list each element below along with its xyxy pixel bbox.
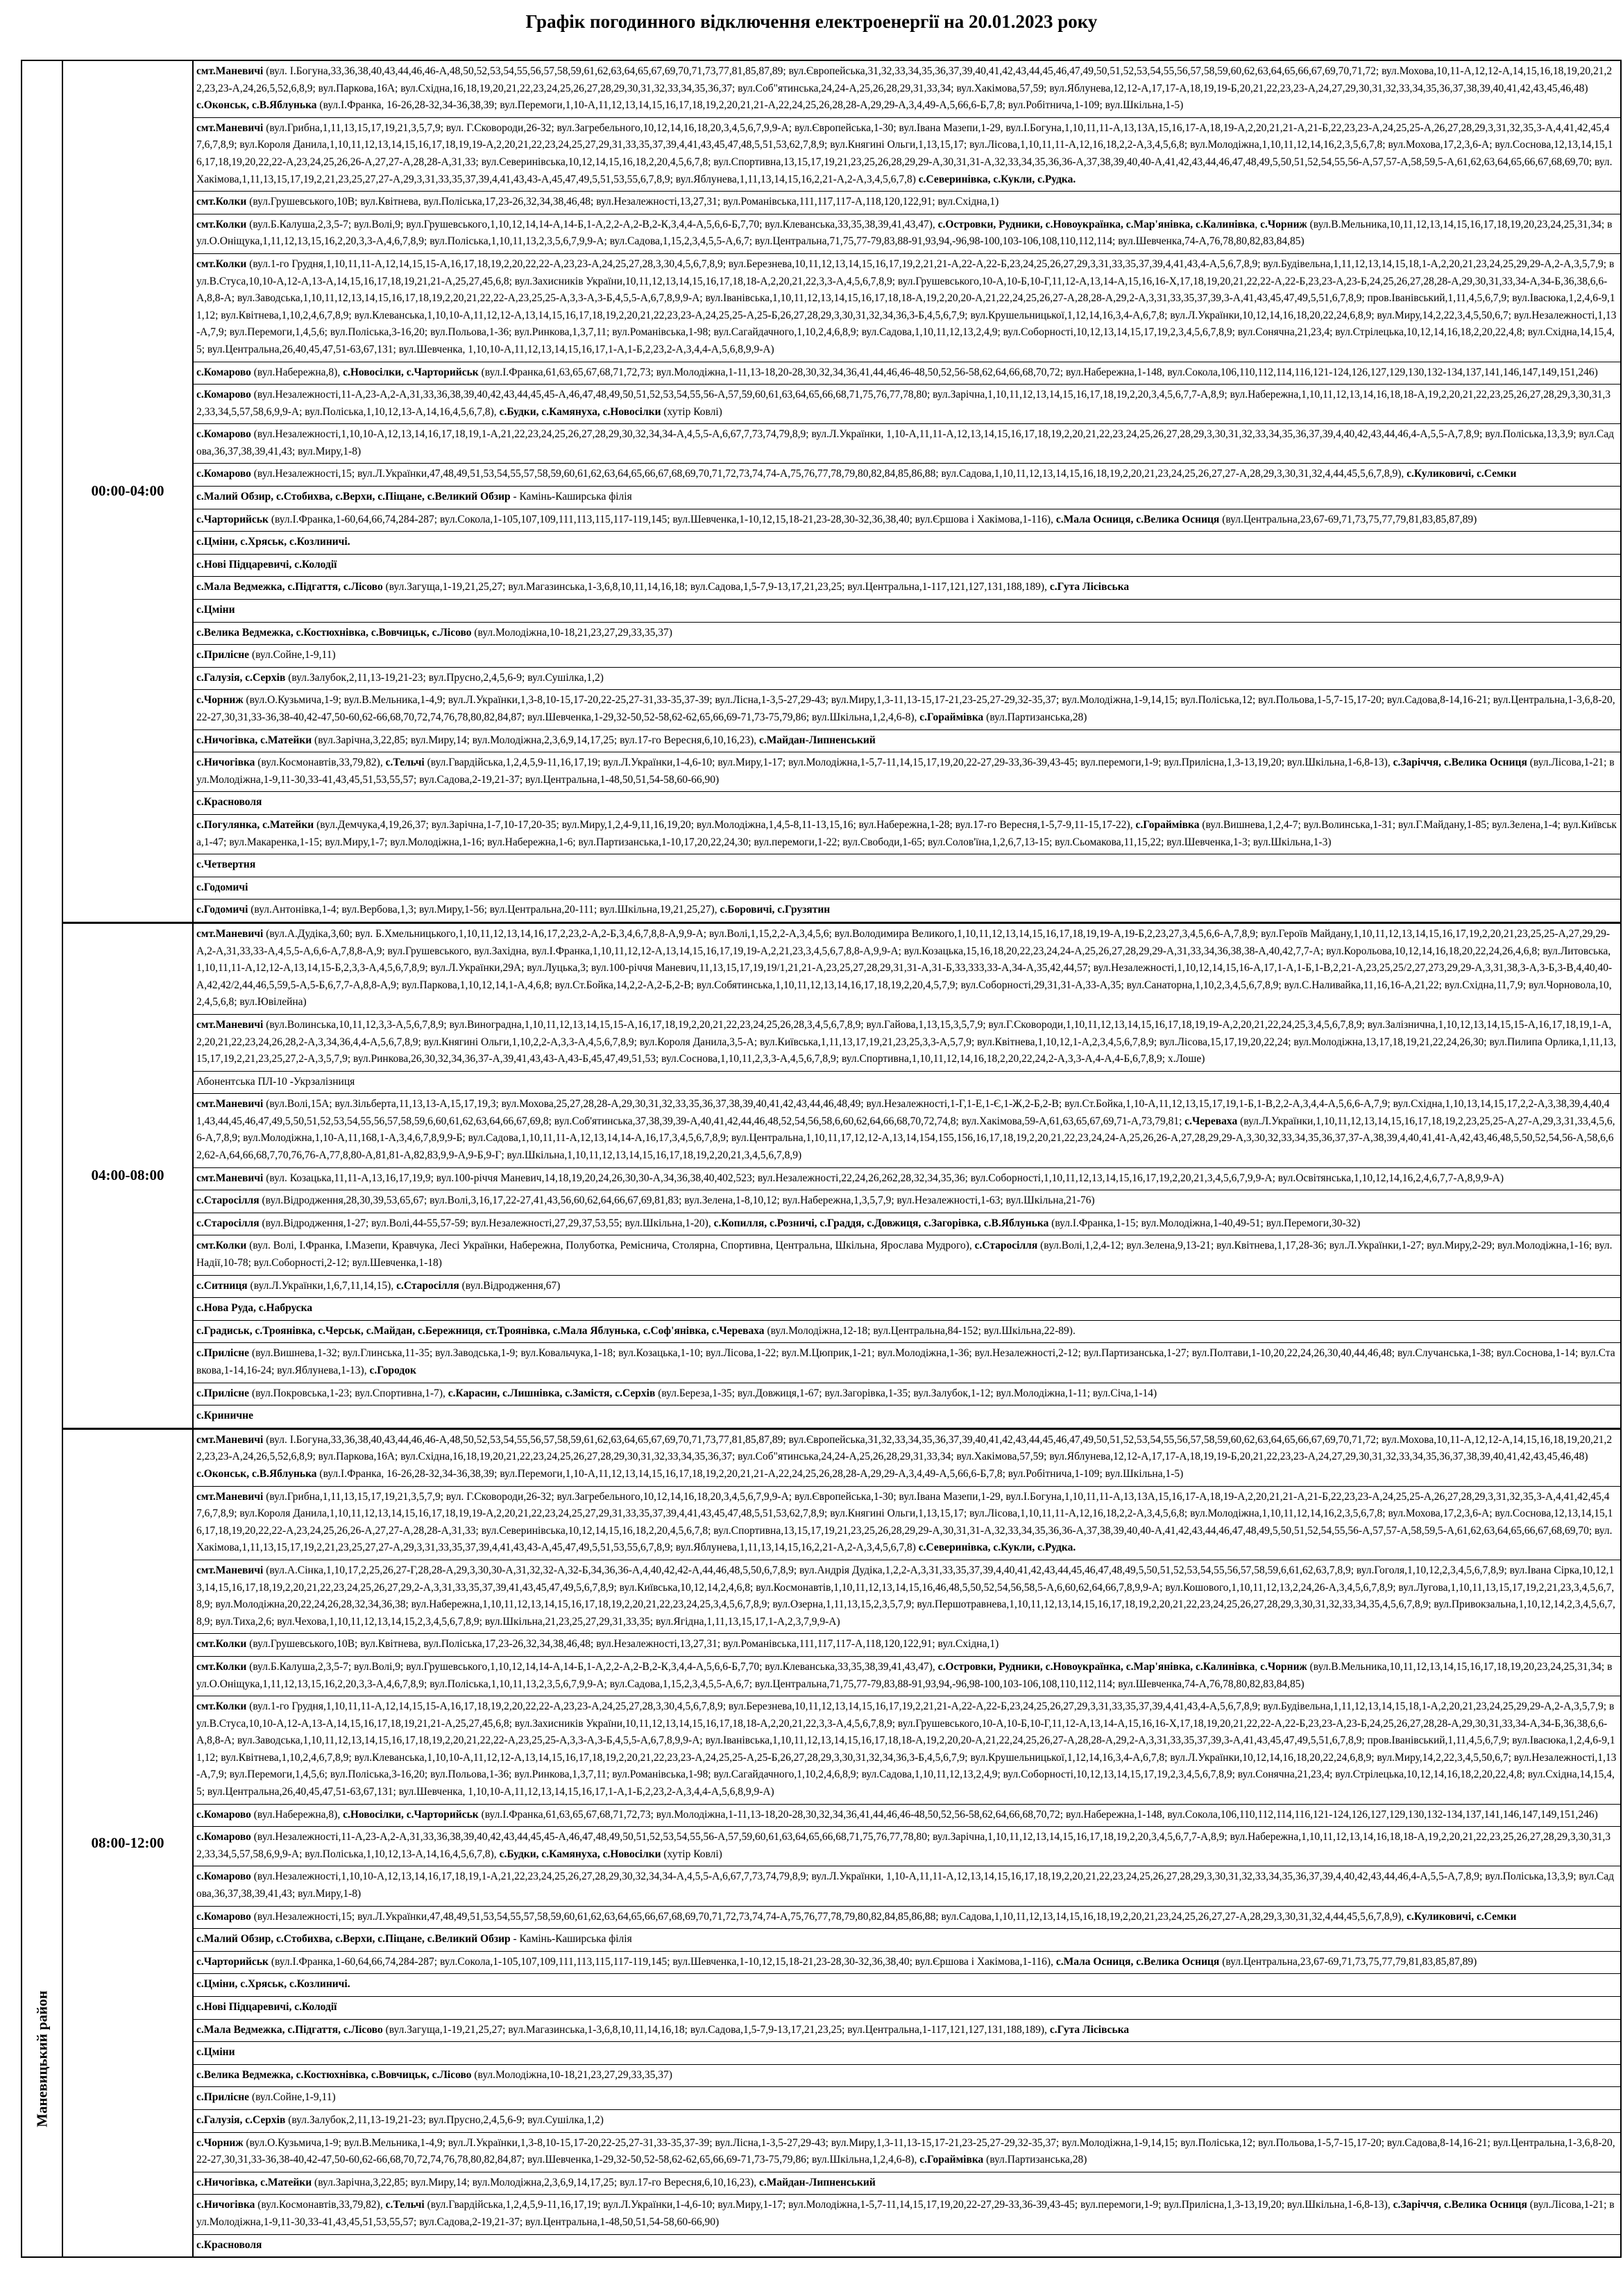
- settlement-name: с.Прилісне: [196, 1347, 252, 1360]
- settlement-name: смт.Маневичі: [196, 1490, 266, 1503]
- settlement-name: смт.Маневичі: [196, 121, 266, 134]
- settlement-name: с.Майдан-Липненський: [759, 2176, 876, 2188]
- schedule-row: смт.Маневичі (вул.Волі,15А; вул.Зільберта,11,13,13-А,15,17,19,3; вул.Мохова,25,27,28,28-А,29,30,31,32,33,35,36,37,38,39,40,41,42,43,44,46,48,49; вул.Незалежності,1-Г,1-Е,1-Є,1-Ж,2-Б,2-В; вул.Ст.Бойка,1,10-А,11,12,13,15,17,19,1-Б,1-В,2,2-А,3,4,4-А,5,6,6-А,7,9; вул.Східна,1,10,13,14,15,17,2,2-А,3,38,39,4,40,41,43,44,45,46,47,49,5,50,51,52,53,54,55,56,57,58,59,6,60,61,62,63,64,66,67,69,8; вул.Соб'ятинська,37,38,39,39-А,40,41,42,44,46,48,52,54,56,58,6,60,62,64,66,68,70,72,74,8; вул.Хакімова,59-А,61,63,65,67,69,71-А,73,79,81; с.Черевaха (вул.Л.Українки,1,10,11,12,13,14,15,16,17,18,19,2,23,25,25-А,27-А,29,3,31,33,4,5,6,6-А,7,8,9; вул.Молодіжна,1,10-А,11,168,1-А,3,4,6,7,8,9,9-Б; вул.Садова,1,10,11,11-А,12,13,14,14-А,16,17,3,4,5,6,7,8,9; вул.Центральна,1,10,11,17,12,12-А,13,14,154,155,156,16,17,18,19,2,20,21,22,23,24,24-А,25,26,26-А,27,28,29,29-А,3,30,32,33,34,35,36,37,37-А,38,39,4,40,41,41-А,42,43,46,48,5,50,52,54,56-А,58,6,62,62-А,64,66,68,7,70,76,76-А,77,8,80-А,81,81-А,82,83,9,9-А,9-Б,9-Г; вул.Шкільна,1,10,11,12,13,14,15,16,17,18,19,2,20,21,3,4,5,6,7,8,9): [194, 1094, 1620, 1167]
- schedule-row: Абонентська ПЛ-10 -Укрзалізниця: [194, 1072, 1620, 1095]
- schedule-row: с.Чорниж (вул.О.Кузьмича,1-9; вул.В.Мельника,1-4,9; вул.Л.Українки,1,3-8,10-15,17-20,22-25,27-31,33-35,37-39; вул.Лісна,1-3,5-27,29-43; вул.Миру,1,3-11,13-15,17-21,23-25,27-29,32-35,37; вул.Молодіжна,1-9,14,15; вул.Поліська,12; вул.Польова,1-5,7-15,17-20; вул.Садова,8-14,16-21; вул.Центральна,1-3,6,8-20,22-27,30,31,33-36,38-40,42-47,50-60,62-66,68,70,72,74,76,78,80,82,84,87; вул.Шевченка,1-29,32-50,52-58,62-62,65,66,69-71,73-75,79,86; вул.Шкільна,1,2,4,6-8), с.Гораймівка (вул.Партизанська,28): [194, 690, 1620, 729]
- settlement-name: с.Четвертня: [196, 859, 256, 871]
- settlement-name: с.Чарторийськ: [196, 513, 271, 525]
- settlement-name: с.Куликовичі, с.Семки: [1407, 468, 1517, 480]
- schedule-row: с.Комарово (вул.Набережна,8), с.Новосілки, с.Чарторийськ (вул.І.Франка,61,63,65,67,68,71,72,73; вул.Молодіжна,1-11,13-18,20-28,30,32,34,36,41,44,46,46-48,50,52,56-58,62,64,66,68,70,72; вул.Набережна,1-148, вул.Сокола,106,110,112,114,116,121-124,126,127,129,130,132-134,137,141,146,147,149,151,246): [194, 362, 1620, 385]
- schedule-row: [194, 1298, 1620, 1321]
- settlement-name: с.Прилісне: [196, 1387, 252, 1399]
- schedule-row: смт.Колки (вул.1-го Грудня,1,10,11,11-А,12,14,15,15-А,16,17,18,19,2,20,22,22-А,23,23-А,24,25,27,28,3,30,4,5,6,7,8,9; вул.Березнева,10,11,12,13,14,15,16,17,19,2,21,21-А,22-А,22-Б,23,24,25,26,27,29,3,31,33,35,37,39,4,41,43,4-А,5,6,7,8,9; вул.Будівельна,1,11,12,13,14,15,18,1-А,2,20,21,23,24,25,29,29-А,2-А,3,5,7,9; вул.В.Стуса,10,10-А,12-А,13-А,14,15,16,17,18,19,21,21-А,25,27,45,6,8; вул.Захисників України,10,11,12,13,14,15,16,17,18,18-А,2,20,21,22,3,3-А,4,5,6,7,8,9; вул.Грушевського,10-А,10-Б,10-Г,11,12-А,13,14-А,15,16,16-Х,17,18,19,20,21,22,22-А,22-Б,23,23-А,23-Б,24,25,26,27,28,28-А,29,30,31,33,34-А,34-Б,36,38,6,6-А,8,8-А; вул.Заводська,1,10,11,12,13,14,15,16,17,18,19,2,20,21,22,22-А,23,25,25-А,3,3-А,3-Б,4,5,5-А,6,7,8,9,9-А; вул.Іванівська,1,10,11,12,13,14,15,16,17,18,18-А,19,2,20,20-А,21,22,24,25,26,27-А,28,28-А,29,2-А,3,31,33,35,37,39,3-А,41,43,45,47,49,5,51,6,7,8,9; пров.Іванівський,1,11,4,5,6,7,9; вул.Івасюка,1,2,4,6-9,11,12; вул.Квітнева,1,10,2,4,6,7,8,9; вул.Клеванська,1,10,10-А,11,12,12-А,13,14,15,16,17,18,19,2,20,21,22,23,23-А,24,25,25-А,25-Б,26,27,28,29,3,30,31,32,34,36,3-Б,4,5,6,7,9; вул.Крушельницької,1,12,14,16,3,4-А,6,7,8; вул.Л.Українки,10,12,14,16,18,20,22,24,6,8,9; вул.Миру,14,2,22,3,4,5,50,6,7; вул.Незалежності,1,13-А,7,9; вул.Перемоги,1,4,5,6; вул.Поліська,3-16,20; вул.Польова,1-36; вул.Ринкова,1,3,7,11; вул.Романівська,1-98; вул.Сагайдачного,1,10,2,4,6,8,9; вул.Садова,1,10,11,12,13,2,4,9; вул.Соборності,10,12,13,14,15,17,19,2,3,4,5,6,7,8,9; вул.Сонячна,21,23,4; вул.Стрілецька,10,12,14,16,18,2,20,22,4,8; вул.Східна,14,15,4,5; вул.Центральна,26,40,45,47,51-63,67,131; вул.Шевченка, 1,10,10-А,11,12,13,14,15,16,17,1-А,1-Б,2,23,2-А,3,4,4-А,5,6,8,9,9-А): [194, 254, 1620, 362]
- schedule-row: с.Чарторийськ (вул.І.Франка,1-60,64,66,74,284-287; вул.Сокола,1-105,107,109,111,113,115,117-119,145; вул.Шевченка,1-10,12,15,18-21,23-28,30-32,36,38,40; вул.Єршова і Хакімова,1-116), с.Мала Осниця, с.Велика Осниця (вул.Центральна,23,67-69,71,73,75,77,79,81,83,85,87,89): [194, 509, 1620, 532]
- schedule-row: [194, 600, 1620, 623]
- settlement-name: с.Прилісне: [196, 649, 252, 661]
- settlement-name: с.Островки, Рудники, с.Новоукраїнка, с.Мар'янівка, с.Калинівка: [937, 1660, 1255, 1673]
- settlement-name: с.Нові Підцаревичі, с.Колодії: [196, 2001, 337, 2013]
- schedule-row: смт.Маневичі (вул.А.Сінка,1,10,17,2,25,26,27-Г,28,28-А,29,3,30,30-А,31,32,32-А,32-Б,34,36,36-А,4,40,42,42-А,44,46,48,5,50,6,7,8,9; вул.Андрія Дудіка,1,2,2-А,3,31,33,35,37,39,4,40,41,42,43,44,45,46,47,48,49,5,50,51,52,53,54,55,56,57,58,59,6,61,62,63,7,8,9; вул.Гоголя,1,10,12,2,3,4,5,6,7,8,9; вул.Івана Сірка,10,12,13,14,15,16,17,18,19,2,20,21,22,23,24,25,26,27,29,2-А,3,31,33,35,37,39,41,43,45,47,49,5,6,7,8,9; вул.Київська,10,12,14,2,4,6,8; вул.Космонавтів,1,10,11,12,13,14,15,16,46,48,5,50,52,54,56,58,5-А,6,60,62,64,66,7,8,9,9-А; вул.Кошового,1,10,11,12,13,2,24,26-А,3,4,5,6,7,8,9; вул.Лугова,1,10,11,13,15,17,19,2,21,23,3,4,5,6,7,8,9; вул.Молодіжна,20,22,24,26,28,32,34,36,38; вул.Набережна,1,10,11,12,13,14,15,16,17,18,19,2,20,21,22,23,24,25,3,4,5,6,7,8,9; вул.Озерна,1,11,13,15,2,3,5,7,9; вул.Першотравнева,1,10,11,12,13,14,15,16,17,18,19,2,20,21,22,23,24,25,26,27,28,29,3,30,31,32,33,34,35,4,5,6,7,8,9; вул.Привокзальна,1,10,12,14,2,3,4,5,6,7,8,9; вул.Тиха,2,6; вул.Чехова,1,10,11,12,13,14,15,2,3,4,5,6,7,8,9; вул.Шкільна,21,23,25,27,29,31,33,35; вул.Ягідна,1,11,13,15,17,1-А,2,3,7,9,9-А): [194, 1560, 1620, 1634]
- settlement-name: с.Чорниж: [196, 2136, 246, 2149]
- settlement-name: смт.Маневичі: [196, 1172, 266, 1184]
- district-label: Маневицький район: [33, 1991, 50, 2127]
- settlement-name: с.Заріччя, с.Велика Осниця: [1393, 2199, 1530, 2211]
- schedule-row: смт.Маневичі (вул.А.Дудіка,3,60; вул. Б.Хмельницького,1,10,11,12,13,14,16,17,2,23,2-А,2-Б,3,4,6,7,8,8-А,9,9-А; вул.Волі,1,15,2,2-А,3,4,5,6; вул.Володимира Великого,1,10,11,12,13,14,15,16,17,18,19,19-А,19-Б,2,23,27,3,4,5,6,6-А,7,8,9; вул.Героїв Майдану,1,10,11,12,13,14,15,16,17,19,2,20,21,23,25,25-А,27,29,29-А,2-А,31,33,33-А,4,5,5-А,6,6-А,7,8,8-А,9; вул.Грушевського, вул.Західна, вул.І.Франка,1,10,11,12,12-А,13,14,15,16,17,19,19-А,2,21,23,3,4,5,6,7,8,8-А,9,9-А; вул.Козацька,15,16,18,20,22,23,24,24-А,25,26,27,28,29,29-А,31,33,34,36,38,38-А,40,42,7,7-А; вул.Корольова,10,12,14,16,18,20,22,24,26,4,6,8; вул.Литовська,1,10,11,11-А,12,12-А,13,14,15-Б,2,3,3-А,4,5,6,7,8,9; вул.Л.Українки,29А; вул.Луцька,3; вул.100-річчя Маневич,11,13,15,17,19,19/1,21,21-А,23,25,27,28,29,31,31-А,31-Б,33,333,33-А,34-А,35,42,44,57; вул.Незалежності,1,10,12,14,15,16-А,17,1-А,1-Б,1-В,2,21-А,23,25,25/2,27,273,29,29-А,3,31,38,3-А,3-Б,3-В,4,40,40-А,42,42/2,44,46,5,59,5-А,5-Б,6,7,7-А,8,8-А,9; вул.Паркова,1,10,12,14,1-А,4,6,8; вул.Ст.Бойка,14,2,2-А,2-Б,2-В; вул.Собятинська,1,10,11,12,13,14,16,17,18,19,2,20,4,5,7,9; вул.Соборності,29,31,31-А,33-А,35; вул.Санаторна,1,10,2,3,4,5,6,7,8,9; вул.С.Наливайка,11,16,16-А,21,22; вул.Східна,11,7,9; вул.Чорновола,10,2,4,5,6,8; вул.Ювілейна): [194, 924, 1620, 1015]
- settlement-name: с.Криничне: [196, 1410, 253, 1422]
- schedule-row: смт.Колки (вул.Грушевського,10В; вул.Квітнева, вул.Поліська,17,23-26,32,34,38,46,48; вул.Незалежності,13,27,31; вул.Романівська,111,117,117-А,118,120,122,91; вул.Східна,1): [194, 192, 1620, 214]
- settlement-name: с.Красноволя: [196, 796, 262, 809]
- schedule-row: с.Прилісне (вул.Покровська,1-23; вул.Спортивна,1-7), с.Карасин, с.Лишнівка, с.Замістя, с.Серхів (вул.Береза,1-35; вул.Довжиця,1-67; вул.Загорівка,1-35; вул.Залубок,1-12; вул.Молодіжна,1-11; вул.Січа,1-14): [194, 1383, 1620, 1406]
- settlement-name: с.Ничогівка: [196, 2199, 258, 2211]
- schedule-row: смт.Маневичі (вул. Козацька,11,11-А,13,16,17,19,9; вул.100-річчя Маневич,14,18,19,20,24,26,30,30-А,34,36,38,40,402,523; вул.Незалежності,22,24,26,262,28,32,34,35,36; вул.Соборності,1,10,11,12,13,14,15,16,17,19,2,20,21,3,4,5,6,7,9,9-А; вул.Освітянська,1,10,12,14,16,2,4,6,7,7-А,8,9,9-А): [194, 1168, 1620, 1191]
- settlement-name: с.Чарторийськ: [196, 1955, 271, 1968]
- settlement-name: с.Цміни, с.Хряськ, с.Козлиничі.: [196, 536, 350, 548]
- settlement-name: с.Копилля, с.Розничі, с.Граддя, с.Довжиця, с.Загорівка, с.В.Яблунька: [713, 1217, 1052, 1229]
- schedule-row: смт.Маневичі (вул.Грибна,1,11,13,15,17,19,21,3,5,7,9; вул. Г.Сковороди,26-32; вул.Загребельного,10,12,14,16,18,20,3,4,5,6,7,9,9-А; вул.Європейська,1-30; вул.Івана Мазепи,1-29, вул.І.Богуна,1,10,11,11-А,13,13А,15,16,17-А,18,19-А,2,20,21,21-А,21-Б,22,23,23-А,24,25,25-А,26,27,28,29,3,31,32,35,3-А,4,41,42,45,47,6,7,8,9; вул.Короля Данила,1,10,11,12,13,14,15,16,17,18,19,19-А,2,20,21,22,23,24,25,27,29,31,33,35,37,39,4,41,43,45,47,48,5,51,53,62,7,8,9; вул.Княгині Ольги,1,13,15,17; вул.Лісова,1,10,11,11-А,12,16,18,2,2-А,3,4,5,6,8; вул.Молодіжна,1,10,11,12,14,16,2,3,5,6,7,8; вул.Мохова,17,2,3,6-А; вул.Соснова,12,13,14,15,16,17,18,19,20,22,22-А,23,24,25,26,26-А,27,27-А,28,28-А,31,33; вул.Северинівська,10,12,14,15,16,18,2,20,4,5,6,7,8; вул.Спортивна,13,15,17,19,21,23,25,26,28,29,29-А,30,31,31-А,32,33,34,35,36,36-А,37,38,39,40,40-А,41,42,43,44,46,47,48,49,5,50,51,52,54,55,56-А,57,57-А,58,59,5-А,61,62,63,64,65,66,67,68,69,70; вул.Хакімова,1,11,13,15,17,19,2,21,23,25,27,27-А,29,3,31,33,35,37,39,4,41,43,43-А,45,47,49,5,51,53,55,6,7,8,9; вул.Яблунева,1,11,13,14,15,16,2,21-А,2-А,3,4,5,6,7,8) с.Северинівка, с.Кукли, с.Рудка.: [194, 118, 1620, 192]
- rows-column: [194, 1430, 1620, 2256]
- settlement-name: смт.Колки: [196, 218, 250, 230]
- schedule-row: с.Ситниця (вул.Л.Українки,1,6,7,11,14,15), с.Старосілля (вул.Відродження,67): [194, 1276, 1620, 1299]
- settlement-name: с.Цміни: [196, 604, 235, 616]
- settlement-name: с.Северинівка, с.Кукли, с.Рудка.: [918, 173, 1076, 185]
- time-blocks: [63, 61, 1620, 2256]
- settlement-name: с.Комарово: [196, 468, 254, 480]
- settlement-name: с.Нові Підцаревичі, с.Колодії: [196, 558, 337, 571]
- settlement-name: смт.Маневичі: [196, 1098, 266, 1111]
- settlement-name: с.Красноволя: [196, 2238, 262, 2251]
- schedule-row: с.Ничогівка, с.Матейки (вул.Зарічна,3,22,85; вул.Миру,14; вул.Молодіжна,2,3,6,9,14,17,25; вул.17-го Вересня,6,10,16,23), с.Майдан-Липненський: [194, 730, 1620, 753]
- settlement-name: с.Велика Ведмежка, с.Костюхнівка, с.Вовчицьк, с.Лісово: [196, 2068, 475, 2081]
- settlement-name: с.Городок: [369, 1365, 416, 1376]
- settlement-name: с.Мала Ведмежка, с.Підгаття, с.Лісово: [196, 581, 386, 593]
- schedule-row: смт.Колки (вул.Грушевського,10В; вул.Квітнева, вул.Поліська,17,23-26,32,34,38,46,48; вул.Незалежності,13,27,31; вул.Романівська,111,117,117-А,118,120,122,91; вул.Східна,1): [194, 1634, 1620, 1657]
- schedule-row: с.Прилісне (вул.Сойне,1-9,11): [194, 645, 1620, 668]
- schedule-row: с.Годомичі (вул.Антонівка,1-4; вул.Вербова,1,3; вул.Миру,1-56; вул.Центральна,20-111; вул.Шкільна,19,21,25,27), с.Боровичі, с.Грузятин: [196, 904, 831, 916]
- settlement-name: смт.Маневичі: [196, 1433, 266, 1446]
- settlement-name: с.Годомичі: [196, 881, 248, 893]
- settlement-name: с.Галузія, с.Серхів: [196, 671, 289, 684]
- settlement-name: с.Старосілля: [396, 1279, 462, 1292]
- settlement-name: с.Тельчі: [385, 2199, 427, 2211]
- schedule-row: [194, 1406, 1620, 1428]
- settlement-name: смт.Колки: [196, 1240, 250, 1252]
- settlement-name: смт.Маневичі: [196, 65, 266, 77]
- page-title: Графік погодинного відключення електроенергії на 20.01.2023 року: [525, 11, 1098, 32]
- schedule-row: с.Старосілля (вул.Відродження,28,30,39,53,65,67; вул.Волі,3,16,17,22-27,41,43,56,60,62,64,66,67,69,81,83; вул.Зелена,1-8,10,12; вул.Набережна,1,3,5,7,9; вул.Незалежності,1-63; вул.Шкільна,21-76): [194, 1190, 1620, 1213]
- schedule-row: с.Комарово (вул.Незалежності,15; вул.Л.Українки,47,48,49,51,53,54,55,57,58,59,60,61,62,63,64,65,66,67,68,69,70,71,72,73,74,74-А,75,76,77,78,79,80,82,84,85,86,88; вул.Садова,1,10,11,12,13,14,15,16,18,19,2,20,21,23,24,25,26,27,27-А,28,29,3,30,31,32,4,44,45,5,6,7,8,9), с.Куликовичі, с.Семки: [194, 1907, 1620, 1930]
- time-block: [63, 61, 1620, 924]
- settlement-name: с.Мала Ведмежка, с.Підгаття, с.Лісово: [196, 2023, 386, 2036]
- settlement-name: с.Мала Осниця, с.Велика Осниця: [1055, 513, 1223, 525]
- schedule-row: [194, 2042, 1620, 2065]
- settlement-name: с.Гута Лісівська: [1049, 581, 1130, 593]
- settlement-name: с.Комарово: [196, 1831, 254, 1843]
- settlement-name: с.Куликовичі, с.Семки: [1407, 1910, 1517, 1923]
- settlement-name: с.Карасин, с.Лишнівка, с.Замістя, с.Серхів: [448, 1387, 658, 1399]
- settlement-name: с.Чорниж: [1260, 1660, 1310, 1673]
- settlement-name: смт.Колки: [196, 1638, 250, 1651]
- settlement-name: с.Чорниж: [196, 694, 246, 707]
- settlement-name: с.Новосілки, с.Чарторийськ: [343, 1808, 482, 1821]
- schedule-row: с.Прилісне (вул.Вишнева,1-32; вул.Глинська,11-35; вул.Заводська,1-9; вул.Ковальчука,1-18; вул.Козацька,1-10; вул.Лісова,1-22; вул.М.Цюприк,1-21; вул.Молодіжна,1-36; вул.Незалежності,2-12; вул.Партизанська,1-27; вул.Полтави,1-10,20,22,24,26,30,40,44,46,48; вул.Случанська,1-38; вул.Соснова,1-14; вул.Ставкова,1-14,16-24; вул.Яблунева,1-13), с.Городок: [194, 1343, 1620, 1383]
- schedule-row: смт.Колки (вул.Б.Калуша,2,3,5-7; вул.Волі,9; вул.Грушевського,1,10,12,14,14-А,14-Б,1-А,2,2-А,2-В,2-К,3,4,4-А,5,6,6-Б,7,70; вул.Клеванська,33,35,38,39,41,43,47), с.Островки, Рудники, с.Новоукраїнка, с.Мар'янівка, с.Калинівка, с.Чорниж (вул.В.Мельника,10,11,12,13,14,15,16,17,18,19,20,23,24,25,31,34; вул.О.Оніщука,1,11,12,13,15,16,2,20,3,3-А,4,6,7,8,9; вул.Поліська,1,10,11,13,2,3,5,6,7,9,9-А; вул.Садова,1,15,2,3,4,5,5-А,6,7; вул.Центральна,71,75,77-79,83,88-91,93,94,-96,98-100,103-106,108,110,112,114; вул.Шевченка,74-А,76,78,80,82,83,84,85): [194, 1657, 1620, 1696]
- schedule-row: [194, 877, 1620, 900]
- settlement-name: с.Заріччя, с.Велика Осниця: [1393, 757, 1530, 769]
- schedule-row: с.Галузія, с.Серхів (вул.Залубок,2,11,13-19,21-23; вул.Прусно,2,4,5,6-9; вул.Сушілка,1,2): [194, 668, 1620, 691]
- settlement-name: с.Ничогівка: [196, 757, 258, 769]
- schedule-row: с.Галузія, с.Серхів (вул.Залубок,2,11,13-19,21-23; вул.Прусно,2,4,5,6-9; вул.Сушілка,1,2): [194, 2110, 1620, 2133]
- settlement-name: с.Северинівка, с.Кукли, с.Рудка.: [918, 1542, 1076, 1554]
- settlement-name: с.Ничогівка, с.Матейки: [196, 2176, 315, 2188]
- schedule-row: с.Старосілля (вул.Відродження,1-27; вул.Волі,44-55,57-59; вул.Незалежності,27,29,37,53,55; вул.Шкільна,1-20), с.Копилля, с.Розничі, с.Граддя, с.Довжиця, с.Загорівка, с.В.Яблунька (вул.І.Франка,1-15; вул.Молодіжна,1-40,49-51; вул.Перемоги,30-32): [194, 1213, 1620, 1236]
- settlement-name: с.Оконськ, с.В.Яблунька: [196, 1467, 320, 1480]
- schedule-row: с.Велика Ведмежка, с.Костюхнівка, с.Вовчицьк, с.Лісово (вул.Молодіжна,10-18,21,23,27,29,33,35,37): [194, 2065, 1620, 2088]
- schedule-row: с.Градиськ, с.Троянівка, с.Черськ, с.Майдан, с.Бережниця, ст.Троянівка, с.Мала Яблунька, с.Соф'янівка, с.Черевaха (вул.Молодіжна,12-18; вул.Центральна,84-152; вул.Шкільна,22-89).: [194, 1321, 1620, 1344]
- settlement-name: с.Мала Осниця, с.Велика Осниця: [1055, 1955, 1223, 1968]
- settlement-name: с.Галузія, с.Серхів: [196, 2113, 289, 2126]
- settlement-name: с.Гораймівка: [919, 2154, 987, 2166]
- settlement-name: с.Будки, с.Камянуха, с.Новосілки: [499, 405, 664, 418]
- settlement-name: с.Старосілля: [196, 1195, 262, 1207]
- rows-column: [194, 924, 1620, 1428]
- schedule-row: смт.Колки (вул. Волі, І.Франка, І.Мазепи, Кравчука, Лесі Українки, Набережна, Полуботка, Реміснича, Столярна, Спортивна, Центральна, Шкільна, Ярослава Мудрого), с.Старосілля (вул.Волі,1,2,4-12; вул.Зелена,9,13-21; вул.Квітнева,1,17,28-36; вул.Л.Українки,1-27; вул.Миру,2-29; вул.Молодіжна,1-16; вул.Надії,10-78; вул.Соборності,2-12; вул.Шевченка,1-18): [194, 1235, 1620, 1275]
- settlement-name: с.Новосілки, с.Чарторийськ: [343, 366, 482, 378]
- settlement-name: с.Старосілля: [974, 1240, 1041, 1252]
- settlement-name: с.Оконськ, с.В.Яблунька: [196, 99, 320, 112]
- schedule-row: с.Погулянка, с.Матейки (вул.Демчука,4,19,26,37; вул.Зарічна,1-7,10-17,20-35; вул.Миру,1,2,4-9,11,16,19,20; вул.Молодіжна,1,4,5-8,11-13,15,16; вул.Набережна,1-28; вул.17-го Вересня,1-5,7-9,11-15,17-22), с.Гораймівка (вул.Вишнева,1,2,4-7; вул.Волинська,1-31; вул.Г.Майдану,1-85; вул.Зелена,1-4; вул.Київська,1-47; вул.Макаренка,1-15; вул.Миру,1-7; вул.Молодіжна,1-16; вул.Набережна,1-6; вул.Партизанська,1-10,17,20,22,24,30; вул.перемоги,1-22; вул.Свободи,1-65; вул.Солов'їна,1,2,6,7,13-15; вул.Сьомакова,11,15,22; вул.Шевченка,1-3; вул.Шкільна,1-3): [194, 815, 1620, 854]
- settlement-name: с.Годомичі: [196, 904, 251, 916]
- schedule-row: с.Комарово (вул.Незалежності,15; вул.Л.Українки,47,48,49,51,53,54,55,57,58,59,60,61,62,63,64,65,66,67,68,69,70,71,72,73,74,74-А,75,76,77,78,79,80,82,84,85,86,88; вул.Садова,1,10,11,12,13,14,15,16,18,19,2,20,21,23,24,25,26,27,27-А,28,29,3,30,31,32,4,44,45,5,6,7,8,9), с.Куликовичі, с.Семки: [194, 464, 1620, 487]
- schedule-row: с.Мала Ведмежка, с.Підгаття, с.Лісово (вул.Загуща,1-19,21,25,27; вул.Магазинська,1-3,6,8,10,11,14,16,18; вул.Садова,1,5-7,9-13,17,21,23,25; вул.Центральна,1-117,121,127,131,188,189), с.Гута Лісівська: [194, 577, 1620, 600]
- schedule-row: смт.Колки (вул.Б.Калуша,2,3,5-7; вул.Волі,9; вул.Грушевського,1,10,12,14,14-А,14-Б,1-А,2,2-А,2-В,2-К,3,4,4-А,5,6,6-Б,7,70; вул.Клеванська,33,35,38,39,41,43,47), с.Островки, Рудники, с.Новоукраїнка, с.Мар'янівка, с.Калинівка, с.Чорниж (вул.В.Мельника,10,11,12,13,14,15,16,17,18,19,20,23,24,25,31,34; вул.О.Оніщука,1,11,12,13,15,16,2,20,3,3-А,4,6,7,8,9; вул.Поліська,1,10,11,13,2,3,5,6,7,9,9-А; вул.Садова,1,15,2,3,4,5,5-А,6,7; вул.Центральна,71,75,77-79,83,88-91,93,94,-96,98-100,103-106,108,110,112,114; вул.Шевченка,74-А,76,78,80,82,83,84,85): [194, 214, 1620, 254]
- schedule-row: с.Малий Обзир, с.Стобихва, с.Верхи, с.Піщане, с.Великий Обзир - Камінь-Каширська філія: [194, 1929, 1620, 1952]
- schedule-row: [194, 1974, 1620, 1997]
- schedule-row: [194, 1997, 1620, 2020]
- settlement-name: с.Гораймівка: [1135, 818, 1203, 831]
- settlement-name: смт.Маневичі: [196, 1564, 266, 1576]
- time-slot-label: 04:00-08:00: [63, 924, 194, 1428]
- settlement-name: с.Комарово: [196, 389, 254, 401]
- schedule-row: с.Ничогівка, с.Матейки (вул.Зарічна,3,22,85; вул.Миру,14; вул.Молодіжна,2,3,6,9,14,17,25; вул.17-го Вересня,6,10,16,23), с.Майдан-Липненський: [194, 2172, 1620, 2195]
- settlement-name: с.Нова Руда, с.Набруска: [196, 1302, 313, 1315]
- schedule-row: с.Ничогівка (вул.Космонавтів,33,79,82), с.Тельчі (вул.Гвардійська,1,2,4,5,9-11,16,17,19; вул.Л.Українки,1-4,6-10; вул.Миру,1-17; вул.Молодіжна,1-5,7-11,14,15,17,19,20,22-27,29-33,36-39,43-45; вул.перемоги,1-9; вул.Прилісна,1,3-13,19,20; вул.Шкільна,1-6,8-13), с.Заріччя, с.Велика Осниця (вул.Лісова,1-21; вул.Молодіжна,1-9,11-30,33-41,43,45,51,53,55,57; вул.Садова,2-19,21-37; вул.Центральна,1-48,50,51,54-58,60-66,90): [194, 2195, 1620, 2234]
- schedule-row: смт.Колки (вул.1-го Грудня,1,10,11,11-А,12,14,15,15-А,16,17,18,19,2,20,22,22-А,23,23-А,24,25,27,28,3,30,4,5,6,7,8,9; вул.Березнева,10,11,12,13,14,15,16,17,19,2,21,21-А,22-А,22-Б,23,24,25,26,27,29,3,31,33,35,37,39,4,41,43,4-А,5,6,7,8,9; вул.Будівельна,1,11,12,13,14,15,18,1-А,2,20,21,23,24,25,29,29-А,2-А,3,5,7,9; вул.В.Стуса,10,10-А,12-А,13-А,14,15,16,17,18,19,21,21-А,25,27,45,6,8; вул.Захисників України,10,11,12,13,14,15,16,17,18,18-А,2,20,21,22,3,3-А,4,5,6,7,8,9; вул.Грушевського,10-А,10-Б,10-Г,11,12-А,13,14-А,15,16,16-Х,17,18,19,20,21,22,22-А,22-Б,23,23-А,23-Б,24,25,26,27,28,28-А,29,30,31,33,34-А,34-Б,36,38,6,6-А,8,8-А; вул.Заводська,1,10,11,12,13,14,15,16,17,18,19,2,20,21,22,22-А,23,25,25-А,3,3-А,3-Б,4,5,5-А,6,7,8,9,9-А; вул.Іванівська,1,10,11,12,13,14,15,16,17,18,18-А,19,2,20,20-А,21,22,24,25,26,27-А,28,28-А,29,2-А,3,31,33,35,37,39,3-А,41,43,45,47,49,5,51,6,7,8,9; пров.Іванівський,1,11,4,5,6,7,9; вул.Івасюка,1,2,4,6-9,11,12; вул.Квітнева,1,10,2,4,6,7,8,9; вул.Клеванська,1,10,10-А,11,12,12-А,13,14,15,16,17,18,19,2,20,21,22,23,23-А,24,25,25-А,25-Б,26,27,28,29,3,30,31,32,34,36,3-Б,4,5,6,7,9; вул.Крушельницької,1,12,14,16,3,4-А,6,7,8; вул.Л.Українки,10,12,14,16,18,20,22,24,6,8,9; вул.Миру,14,2,22,3,4,5,50,6,7; вул.Незалежності,1,13-А,7,9; вул.Перемоги,1,4,5,6; вул.Поліська,3-16,20; вул.Польова,1-36; вул.Ринкова,1,3,7,11; вул.Романівська,1-98; вул.Сагайдачного,1,10,2,4,6,8,9; вул.Садова,1,10,11,12,13,2,4,9; вул.Соборності,10,12,13,14,15,17,19,2,3,4,5,6,7,8,9; вул.Сонячна,21,23,4; вул.Стрілецька,10,12,14,16,18,2,20,22,4,8; вул.Східна,14,15,4,5; вул.Центральна,26,40,45,47,51-63,67,131; вул.Шевченка, 1,10,10-А,11,12,13,14,15,16,17,1-А,1-Б,2,23,2-А,3,4,4-А,5,6,8,9,9-А): [194, 1696, 1620, 1805]
- settlement-name: с.Черевaха: [1184, 1115, 1241, 1127]
- time-slot-label: 00:00-04:00: [63, 61, 194, 922]
- settlement-name: с.Комарово: [196, 366, 254, 378]
- settlement-name: с.Комарово: [196, 1808, 254, 1821]
- settlement-name: с.Цміни: [196, 2046, 235, 2059]
- schedule-row: [194, 2235, 1620, 2257]
- schedule-row: с.Малий Обзир, с.Стобихва, с.Верхи, с.Піщане, с.Великий Обзир - Камінь-Каширська філія: [194, 487, 1620, 509]
- settlement-name: смт.Колки: [196, 1700, 250, 1713]
- settlement-name: с.Тельчі: [385, 757, 427, 769]
- schedule-row: с.Комарово (вул.Набережна,8), с.Новосілки, с.Чарторийськ (вул.І.Франка,61,63,65,67,68,71,72,73; вул.Молодіжна,1-11,13-18,20-28,30,32,34,36,41,44,46,46-48,50,52,56-58,62,64,66,68,70,72; вул.Набережна,1-148, вул.Сокола,106,110,112,114,116,121-124,126,127,129,130,132-134,137,141,146,147,149,151,246): [194, 1805, 1620, 1827]
- schedule-row: с.Комарово (вул.Незалежності,11-А,23-А,2-А,31,33,36,38,39,40,42,43,44,45,45-А,46,47,48,49,50,51,52,53,54,55,56-А,57,59,60,61,63,64,65,66,68,71,75,76,77,78,80; вул.Зарічна,1,10,11,12,13,14,15,16,17,18,19,2,20,3,4,5,6,7,7-А,8,9; вул.Набережна,1,10,11,12,13,14,16,18,18-А,19,2,20,21,22,23,25,26,27,28,29,3,30,31,32,33,34,5,57,58,6,9,9-А; вул.Поліська,1,10,12,13-А,14,16,4,5,6,7,8), с.Будки, с.Камянуха, с.Новосілки (хутір Ковлі): [194, 385, 1620, 424]
- schedule-row: смт.Маневичі (вул. І.Богуна,33,36,38,40,43,44,46,46-А,48,50,52,53,54,55,56,57,58,59,61,62,63,64,65,67,69,70,71,73,77,81,85,87,89; вул.Європейська,31,32,33,34,35,36,37,39,40,41,42,43,44,45,46,47,49,50,51,52,53,54,55,56,57,58,59,60,62,63,64,65,66,67,69,70,71,72; вул.Мохова,10,11-А,12,12-А,14,15,16,18,19,20,21,22,23,23-А,24,26,5,52,6,8,9; вул.Паркова,16А; вул.Східна,16,18,19,20,21,22,23,24,25,26,27,28,29,30,31,32,33,34,35,36,37; вул.Соб"ятинська,24,24-А,25,26,28,29,31,33,34; вул.Хакімова,57,59; вул.Яблунева,12,12-А,17,17-А,18,19,19-Б,20,21,22,23,23-А,24,27,29,30,31,32,33,34,35,36,37,38,39,40,41,42,43,45,46,48) с.Оконськ, с.В.Яблунька (вул.І.Франка, 16-26,28-32,34-36,38,39; вул.Перемоги,1,10-А,11,12,13,14,15,16,17,18,19,2,20,21,21-А,22,24,25,26,28,28-А,29,29-А,3,4,49-А,5,66,6-Б,7,8; вул.Робітнича,1-109; вул.Шкільна,1-5): [194, 1430, 1620, 1487]
- schedule-row: смт.Маневичі (вул.Грибна,1,11,13,15,17,19,21,3,5,7,9; вул. Г.Сковороди,26-32; вул.Загребельного,10,12,14,16,18,20,3,4,5,6,7,9,9-А; вул.Європейська,1-30; вул.Івана Мазепи,1-29, вул.І.Богуна,1,10,11,11-А,13,13А,15,16,17-А,18,19-А,2,20,21,21-А,21-Б,22,23,23-А,24,25,25-А,26,27,28,29,3,31,32,35,3-А,4,41,42,45,47,6,7,8,9; вул.Короля Данила,1,10,11,12,13,14,15,16,17,18,19,19-А,2,20,21,22,23,24,25,27,29,31,33,35,37,39,4,41,43,45,47,48,5,51,53,62,7,8,9; вул.Княгині Ольги,1,13,15,17; вул.Лісова,1,10,11,11-А,12,16,18,2,2-А,3,4,5,6,8; вул.Молодіжна,1,10,11,12,14,16,2,3,5,6,7,8; вул.Мохова,17,2,3,6-А; вул.Соснова,12,13,14,15,16,17,18,19,20,22,22-А,23,24,25,26,26-А,27,27-А,28,28-А,31,33; вул.Северинівська,10,12,14,15,16,18,2,20,4,5,6,7,8; вул.Спортивна,13,15,17,19,21,23,25,26,28,29,29-А,30,31,31-А,32,33,34,35,36,36-А,37,38,39,40,40-А,41,42,43,44,46,47,48,49,5,50,51,52,54,55,56-А,57,57-А,58,59,5-А,61,62,63,64,65,66,67,68,69,70; вул.Хакімова,1,11,13,15,17,19,2,21,23,25,27,27-А,29,3,31,33,35,37,39,4,41,43,43-А,45,47,49,5,51,53,55,6,7,8,9; вул.Яблунева,1,11,13,14,15,16,2,21-А,2-А,3,4,5,6,7,8) с.Северинівка, с.Кукли, с.Рудка.: [194, 1487, 1620, 1560]
- time-block: [63, 924, 1620, 1430]
- settlement-name: с.Малий Обзир, с.Стобихва, с.Верхи, с.Піщане, с.Великий Обзир: [196, 1933, 513, 1945]
- settlement-name: с.Комарово: [196, 428, 254, 441]
- settlement-name: смт.Колки: [196, 196, 250, 208]
- settlement-name: с.Боровичі, с.Грузятин: [720, 904, 831, 916]
- settlement-name: с.Гута Лісівська: [1049, 2023, 1130, 2036]
- settlement-name: с.Ничогівка, с.Матейки: [196, 734, 315, 746]
- settlement-name: с.Старосілля: [196, 1217, 262, 1229]
- settlement-name: с.Прилісне: [196, 2091, 252, 2104]
- settlement-name: с.Комарово: [196, 1910, 254, 1923]
- schedule-row: смт.Маневичі (вул.Волинська,10,11,12,3,3-А,5,6,7,8,9; вул.Виноградна,1,10,11,12,13,14,15,15-А,16,17,18,19,2,20,21,22,23,24,25,26,28,3,4,5,6,7,8,9; вул.Гайова,1,13,15,3,5,7,9; вул.Г.Сковороди,1,10,11,12,13,14,15,16,17,18,19,19-А,2,20,21,22,24,25,3,4,5,6,7,8,9; вул.Залізнична,1,10,12,13,14,15,15-А,16,17,18,19,1-А,2,20,21,22,23,24,26,28,2-А,3,34,36,4,4-А,5,6,7,8,9; вул.Княгині Ольги,1,10,2,2-А,3,3-А,4,5,6,7,8,9; вул.Короля Данила,3,5-А; вул.Київська,1,11,13,17,19,21,23,25,3,3-А,5,7,9; вул.Квітнева,1,10,12,1-А,2,3,4,5,6,7,8,9; вул.Лісова,15,17,19,20,22,24; вул.Молодіжна,13,17,18,19,21,22,24,26,30; вул.Пилипа Орлика,1,11,13,15,17,19,2,21,23,25,27,2-А,3,5,7,9; вул.Ринкова,26,30,32,34,36,37-А,39,41,43,43-А,43-Б,45,47,49,51,53; вул.Соснова,1,10,11,2,3,3-А,4,5,6,7,8,9; вул.Спортивна,1,10,11,12,14,16,18,2,20,22,24,2-А,3,3-А,4-А,4-Б,6,7,8,9; х.Лоше): [194, 1015, 1620, 1072]
- settlement-name: с.Будки, с.Камянуха, с.Новосілки: [499, 1848, 664, 1860]
- settlement-name: смт.Маневичі: [196, 927, 266, 940]
- schedule-row: с.Прилісне (вул.Сойне,1-9,11): [194, 2087, 1620, 2110]
- settlement-name: с.Ситниця: [196, 1279, 250, 1292]
- schedule-row: с.Велика Ведмежка, с.Костюхнівка, с.Вовчицьк, с.Лісово (вул.Молодіжна,10-18,21,23,27,29,33,35,37): [194, 623, 1620, 645]
- settlement-name: с.Погулянка, с.Матейки: [196, 818, 317, 831]
- schedule-row: смт.Маневичі (вул. І.Богуна,33,36,38,40,43,44,46,46-А,48,50,52,53,54,55,56,57,58,59,61,62,63,64,65,67,69,70,71,73,77,81,85,87,89; вул.Європейська,31,32,33,34,35,36,37,39,40,41,42,43,44,45,46,47,49,50,51,52,53,54,55,56,57,58,59,60,62,63,64,65,66,67,69,70,71,72; вул.Мохова,10,11-А,12,12-А,14,15,16,18,19,20,21,22,23,23-А,24,26,5,52,6,8,9; вул.Паркова,16А; вул.Східна,16,18,19,20,21,22,23,24,25,26,27,28,29,30,31,32,33,34,35,36,37; вул.Соб"ятинська,24,24-А,25,26,28,29,31,33,34; вул.Хакімова,57,59; вул.Яблунева,12,12-А,17,17-А,18,19,19-Б,20,21,22,23,23-А,24,27,29,30,31,32,33,34,35,36,37,38,39,40,41,42,43,45,46,48) с.Оконськ, с.В.Яблунька (вул.І.Франка, 16-26,28-32,34-36,38,39; вул.Перемоги,1,10-А,11,12,13,14,15,16,17,18,19,2,20,21,21-А,22,24,25,26,28,28-А,29,29-А,3,4,49-А,5,66,6-Б,7,8; вул.Робітнича,1-109; вул.Шкільна,1-5): [194, 61, 1620, 118]
- schedule-row: с.Чорниж (вул.О.Кузьмича,1-9; вул.В.Мельника,1-4,9; вул.Л.Українки,1,3-8,10-15,17-20,22-25,27-31,33-35,37-39; вул.Лісна,1-3,5-27,29-43; вул.Миру,1,3-11,13-15,17-21,23-25,27-29,32-35,37; вул.Молодіжна,1-9,14,15; вул.Поліська,12; вул.Польова,1-5,7-15,17-20; вул.Садова,8-14,16-21; вул.Центральна,1-3,6,8-20,22-27,30,31,33-36,38-40,42-47,50-60,62-66,68,70,72,74,76,78,80,82,84,87; вул.Шевченка,1-29,32-50,52-58,62-62,65,66,69-71,73-75,79,86; вул.Шкільна,1,2,4,6-8), с.Гораймівка (вул.Партизанська,28): [194, 2133, 1620, 2172]
- settlement-name: с.Малий Обзир, с.Стобихва, с.Верхи, с.Піщане, с.Великий Обзир: [196, 491, 513, 503]
- settlement-name: смт.Колки: [196, 258, 250, 270]
- schedule-row: с.Комарово (вул.Незалежності,11-А,23-А,2-А,31,33,36,38,39,40,42,43,44,45,45-А,46,47,48,49,50,51,52,53,54,55,56-А,57,59,60,61,63,64,65,66,68,71,75,76,77,78,80; вул.Зарічна,1,10,11,12,13,14,15,16,17,18,19,2,20,3,4,5,6,7,7-А,8,9; вул.Набережна,1,10,11,12,13,14,16,18,18-А,19,2,20,21,22,23,25,26,27,28,29,3,30,31,32,33,34,5,57,58,6,9,9-А; вул.Поліська,1,10,12,13-А,14,16,4,5,6,7,8), с.Будки, с.Камянуха, с.Новосілки (хутір Ковлі): [194, 1827, 1620, 1866]
- settlement-name: с.Гораймівка: [919, 711, 987, 723]
- schedule-row: [194, 555, 1620, 577]
- settlement-name: с.Комарово: [196, 1871, 254, 1883]
- settlement-name: с.Велика Ведмежка, с.Костюхнівка, с.Вовчицьк, с.Лісово: [196, 626, 475, 639]
- schedule-table: [21, 60, 1622, 2258]
- time-slot-label: 08:00-12:00: [63, 1430, 194, 2256]
- settlement-name: смт.Колки: [196, 1660, 250, 1673]
- settlement-name: с.Островки, Рудники, с.Новоукраїнка, с.Мар'янівка, с.Калинівка: [937, 218, 1255, 230]
- schedule-row: [194, 532, 1620, 555]
- schedule-row: с.Мала Ведмежка, с.Підгаття, с.Лісово (вул.Загуща,1-19,21,25,27; вул.Магазинська,1-3,6,8,10,11,14,16,18; вул.Садова,1,5-7,9-13,17,21,23,25; вул.Центральна,1-117,121,127,131,188,189), с.Гута Лісівська: [194, 2020, 1620, 2043]
- settlement-name: с.Градиськ, с.Троянівка, с.Черськ, с.Майдан, с.Бережниця, ст.Троянівка, с.Мала Яблунька, с.Соф'янівка, с.Черевaха: [196, 1324, 767, 1337]
- schedule-row: с.Ничогівка (вул.Космонавтів,33,79,82), с.Тельчі (вул.Гвардійська,1,2,4,5,9-11,16,17,19; вул.Л.Українки,1-4,6-10; вул.Миру,1-17; вул.Молодіжна,1-5,7-11,14,15,17,19,20,22-27,29-33,36-39,43-45; вул.перемоги,1-9; вул.Прилісна,1,3-13,19,20; вул.Шкільна,1-6,8-13), с.Заріччя, с.Велика Осниця (вул.Лісова,1-21; вул.Молодіжна,1-9,11-30,33-41,43,45,51,53,55,57; вул.Садова,2-19,21-37; вул.Центральна,1-48,50,51,54-58,60-66,90): [194, 752, 1620, 792]
- settlement-name: с.Майдан-Липненський: [759, 734, 876, 746]
- schedule-row: с.Комарово (вул.Незалежності,1,10,10-А,12,13,14,16,17,18,19,1-А,21,22,23,24,25,26,27,28,29,30,32,34,34-А,4,5,5-А,6,67,7,73,74,79,8,9; вул.Л.Українки, 1,10-А,11,11-А,12,13,14,15,16,17,18,19,2,20,21,22,23,24,25,26,27,28,29,3,30,31,32,33,34,35,36,37,39,4,40,42,43,44,46,4-А,5,5-А,7,8,9; вул.Поліська,13,3,9; вул.Садова,36,37,38,39,41,43; вул.Миру,1-8): [194, 1866, 1620, 1906]
- schedule-row: с.Чарторийськ (вул.І.Франка,1-60,64,66,74,284-287; вул.Сокола,1-105,107,109,111,113,115,117-119,145; вул.Шевченка,1-10,12,15,18-21,23-28,30-32,36,38,40; вул.Єршова і Хакімова,1-116), с.Мала Осниця, с.Велика Осниця (вул.Центральна,23,67-69,71,73,75,77,79,81,83,85,87,89): [194, 1952, 1620, 1975]
- settlement-name: с.Чорниж: [1260, 218, 1310, 230]
- time-block: [63, 1430, 1620, 2256]
- schedule-row: с.Комарово (вул.Незалежності,1,10,10-А,12,13,14,16,17,18,19,1-А,21,22,23,24,25,26,27,28,29,30,32,34,34-А,4,5,5-А,6,67,7,73,74,79,8,9; вул.Л.Українки, 1,10-А,11,11-А,12,13,14,15,16,17,18,19,2,20,21,22,23,24,25,26,27,28,29,3,30,31,32,33,34,35,36,37,39,4,40,42,43,44,46,4-А,5,5-А,7,8,9; вул.Поліська,13,3,9; вул.Садова,36,37,38,39,41,43; вул.Миру,1-8): [194, 424, 1620, 464]
- settlement-name: с.Цміни, с.Хряськ, с.Козлиничі.: [196, 1978, 350, 1991]
- schedule-row: [194, 792, 1620, 815]
- schedule-row: [194, 854, 1620, 877]
- rows-column: [194, 61, 1620, 922]
- settlement-name: смт.Маневичі: [196, 1018, 266, 1031]
- district-column: [22, 61, 63, 2256]
